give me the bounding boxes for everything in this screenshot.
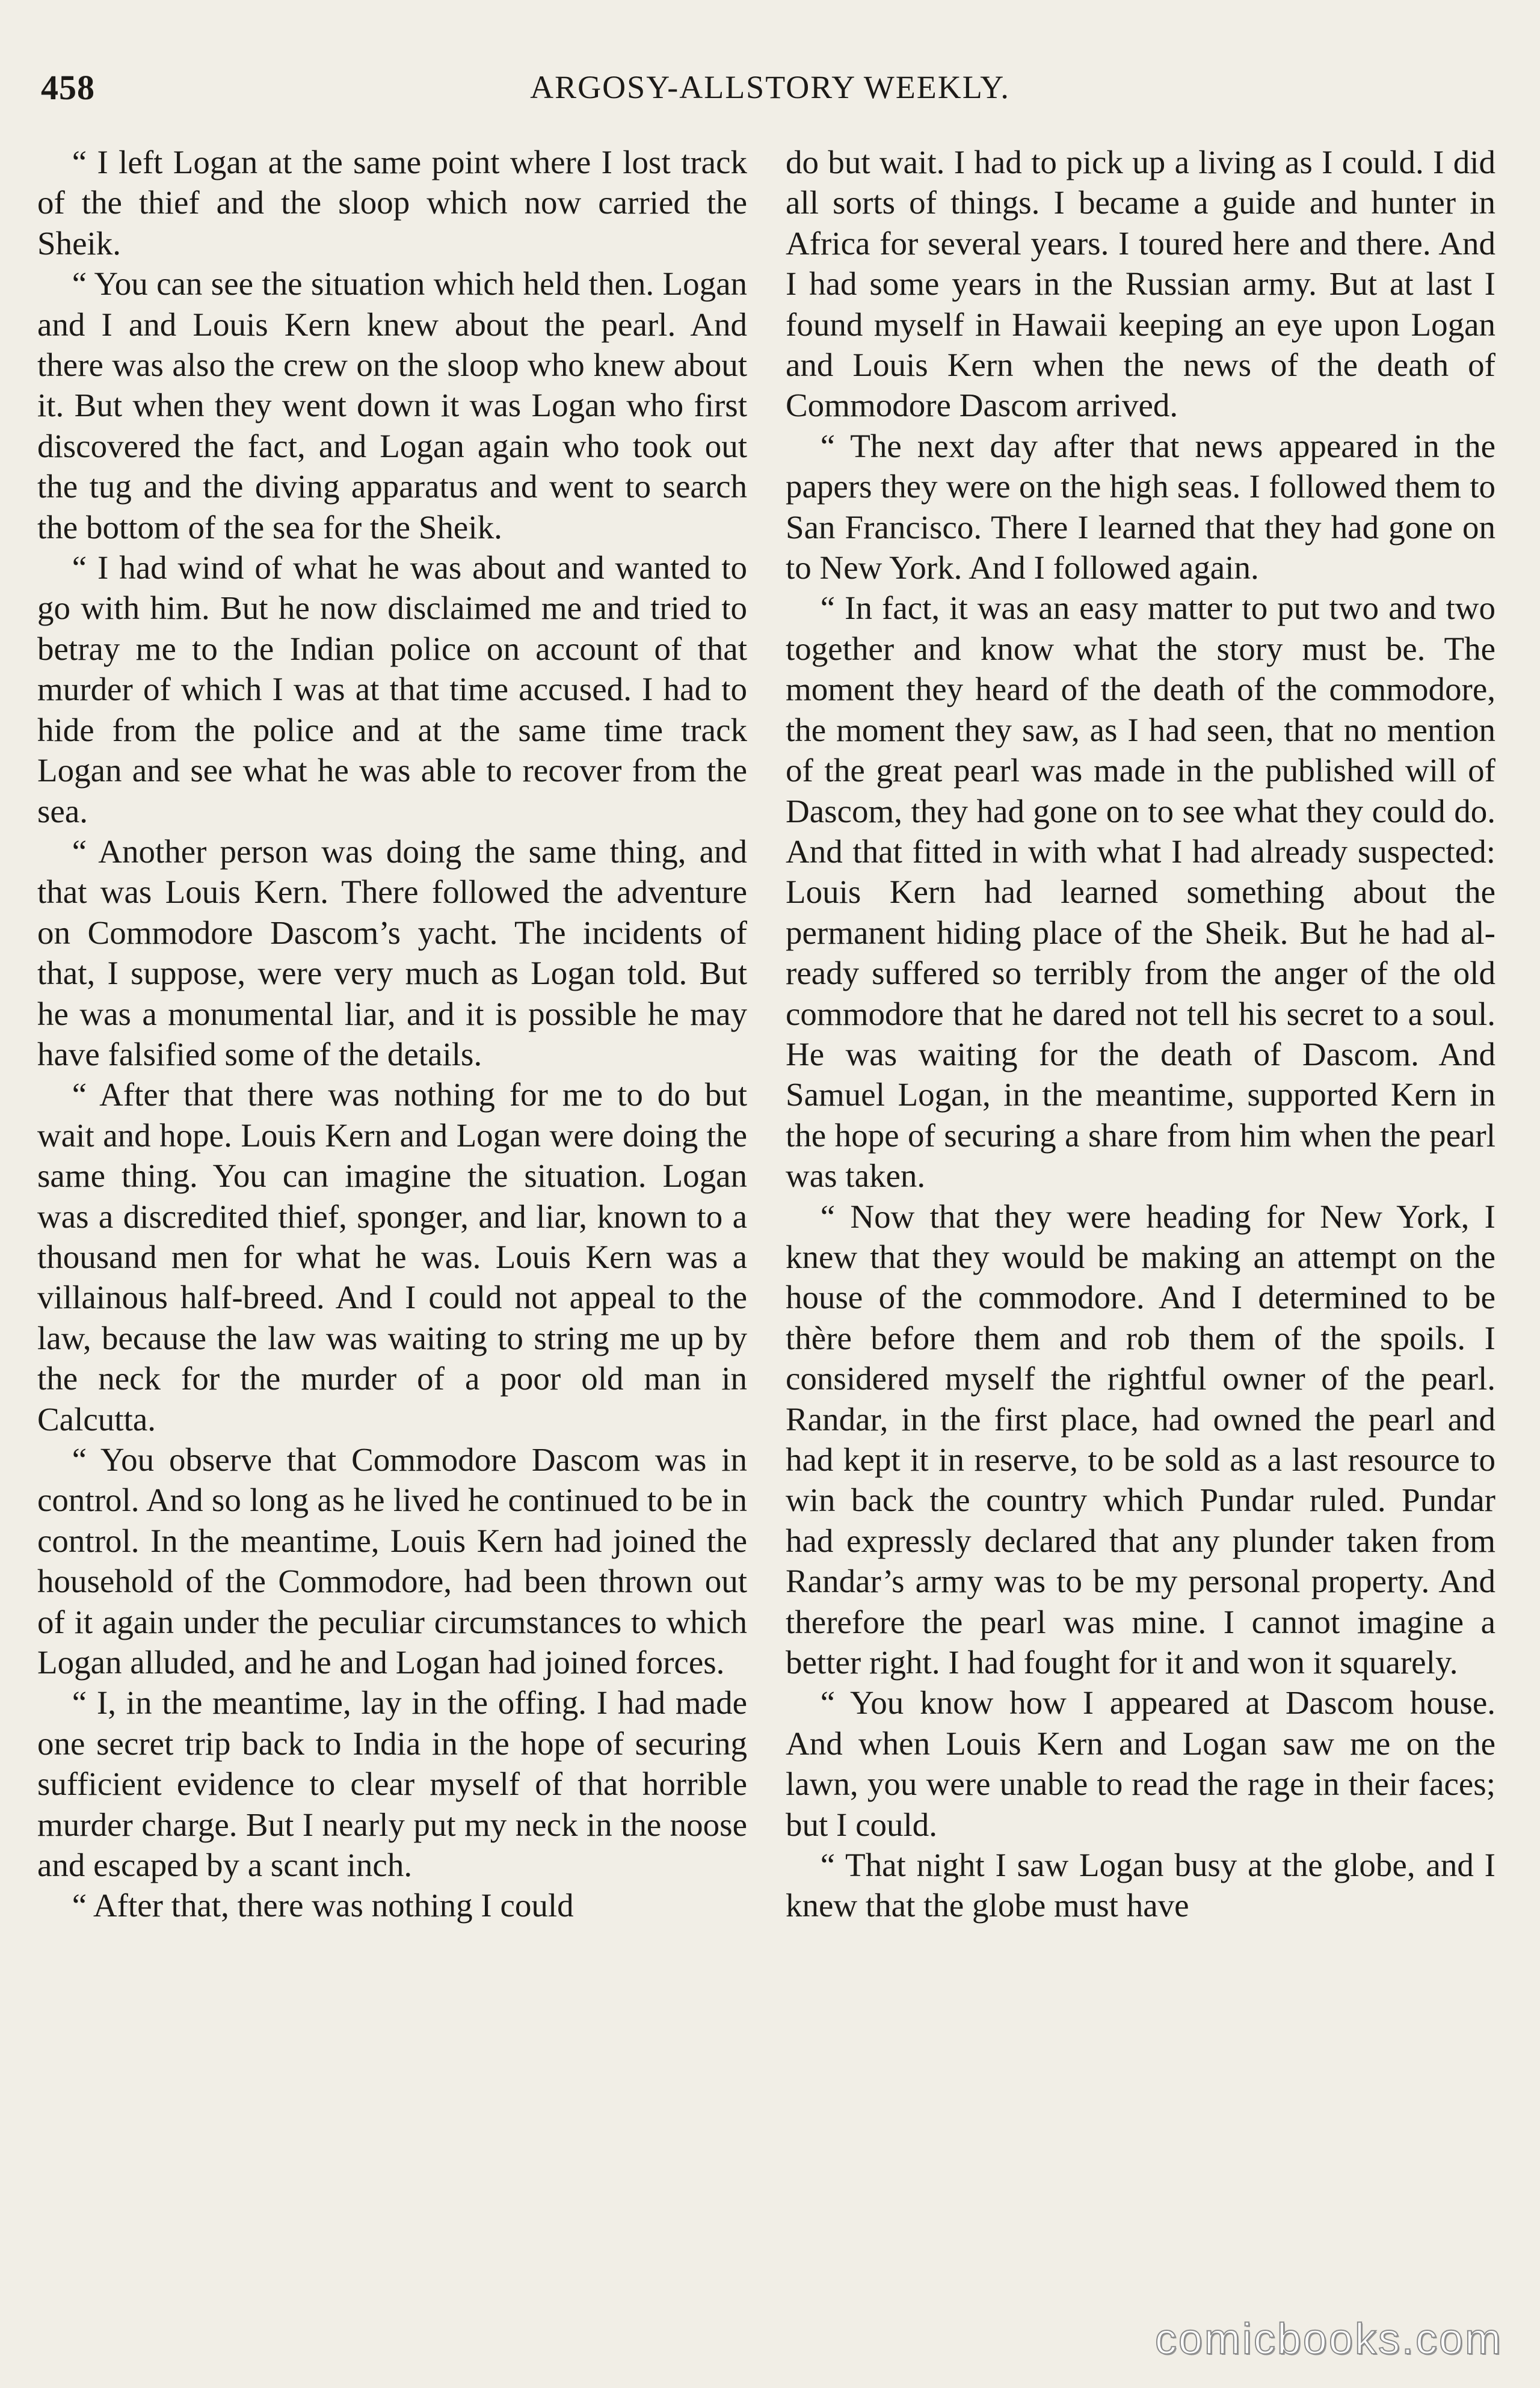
paragraph: “ That night I saw Logan busy at the globe, and I knew that the globe must have — [786, 1847, 1495, 1924]
paragraph: “ I, in the meantime, lay in the offing. I had made one secret trip back to India in the hope of securing sufficient evidence to clear myself of that horrible murder charge. But I nearly put my neck in the noose and escaped by a scant inch. — [37, 1684, 747, 1884]
page-number: 458 — [41, 68, 95, 107]
paragraph: “ After that there was nothing for me to do but wait and hope. Louis Kern and Logan were doing the same thing. You can imagine the situation. Logan was a discredited thief, sponger, and liar, known to a thousand men for what he was. Louis Kern was a villainous half-breed. And I could not appeal to the law, because the law was waiting to string me up by the neck for the murder of a poor old man in Calcutta. — [37, 1076, 747, 1438]
paragraph: “ I had wind of what he was about and wanted to go with him. But he now disclaimed me and tried to betray me to the Indian police on account of that murder of which I was at that time accused. I had to hide from the police and at the same time track Logan and see what he was able to recover from the sea. — [37, 549, 747, 829]
right-column — [786, 142, 1495, 2307]
paragraph: “ You observe that Commodore Dascom was in control. And so long as he lived he continued to be in control. In the meantime, Louis Kern had joined the household of the Commodore, had been thrown out of it again under the peculiar circumstances to which Logan alluded, and he and Logan had joined forces. — [37, 1441, 747, 1681]
watermark: comicbooks.com — [1154, 2315, 1503, 2363]
paragraph: “ In fact, it was an easy matter to put two and two together and know what the story must be. The moment they heard of the death of the commodore, the moment they saw, as I had seen, that no mention of the great pearl was made in the published will of Dascom, they had gone on to see what they could do. And that fitted in with what I had already suspected: Louis Kern had learned something about the permanent hiding place of the Sheik. But he had already suffered so terribly from the anger of the old commodore that he dared not tell his secret to a soul. He was waiting for the death of Dascom. And Samuel Logan, in the meantime, supported Kern in the hope of securing a share from him when the pearl was taken. — [786, 589, 1495, 1195]
paragraph: “ The next day after that news appeared in the papers they were on the high seas. I followed them to San Francisco. There I learned that they had gone on to New York. And I followed again. — [786, 427, 1495, 586]
left-column — [37, 142, 747, 2307]
paragraph: “ Now that they were heading for New York, I knew that they would be making an attempt on the house of the commodore. And I determined to be thère before them and rob them of the spoils. I considered myself the rightful owner of the pearl. Randar, in the first place, had owned the pearl and had kept it in reserve, to be sold as a last resource to win back the country which Pundar ruled. Pundar had expressly declared that any plunder taken from Randar’s army was to be my personal property. And therefore the pearl was mine. I cannot imagine a better right. I had fought for it and won it squarely. — [786, 1198, 1495, 1681]
paragraph: “ You can see the situation which held then. Logan and I and Louis Kern knew about the pearl. And there was also the crew on the sloop who knew about it. But when they went down it was Logan who first discovered the fact, and Logan again who took out the tug and the diving apparatus and went to search the bottom of the sea for the Sheik. — [37, 265, 747, 546]
paragraph: “ You know how I appeared at Dascom house. And when Louis Kern and Logan saw me on the lawn, you were unable to read the rage in their faces; but I could. — [786, 1684, 1495, 1843]
paragraph-continuation: do but wait. I had to pick up a living as I could. I did all sorts of things. I became a guide and hunter in Africa for several years. I toured here and there. And I had some years in the Russian army. But at last I found myself in Hawaii keeping an eye upon Logan and Louis Kern when the news of the death of Commodore Dascom arrived. — [786, 144, 1495, 424]
paragraph: “ I left Logan at the same point where I lost track of the thief and the sloop which now carried the Sheik. — [37, 144, 747, 262]
paragraph: “ After that, there was nothing I could — [72, 1887, 574, 1924]
paragraph: “ Another person was doing the same thing, and that was Louis Kern. There followed the adventure on Commodore Dascom’s yacht. The incidents of that, I suppose, were very much as Logan told. But he was a monumental liar, and it is possible he may have falsified some of the details. — [37, 832, 747, 1072]
running-head: ARGOSY-ALLSTORY WEEKLY. — [530, 69, 1010, 105]
